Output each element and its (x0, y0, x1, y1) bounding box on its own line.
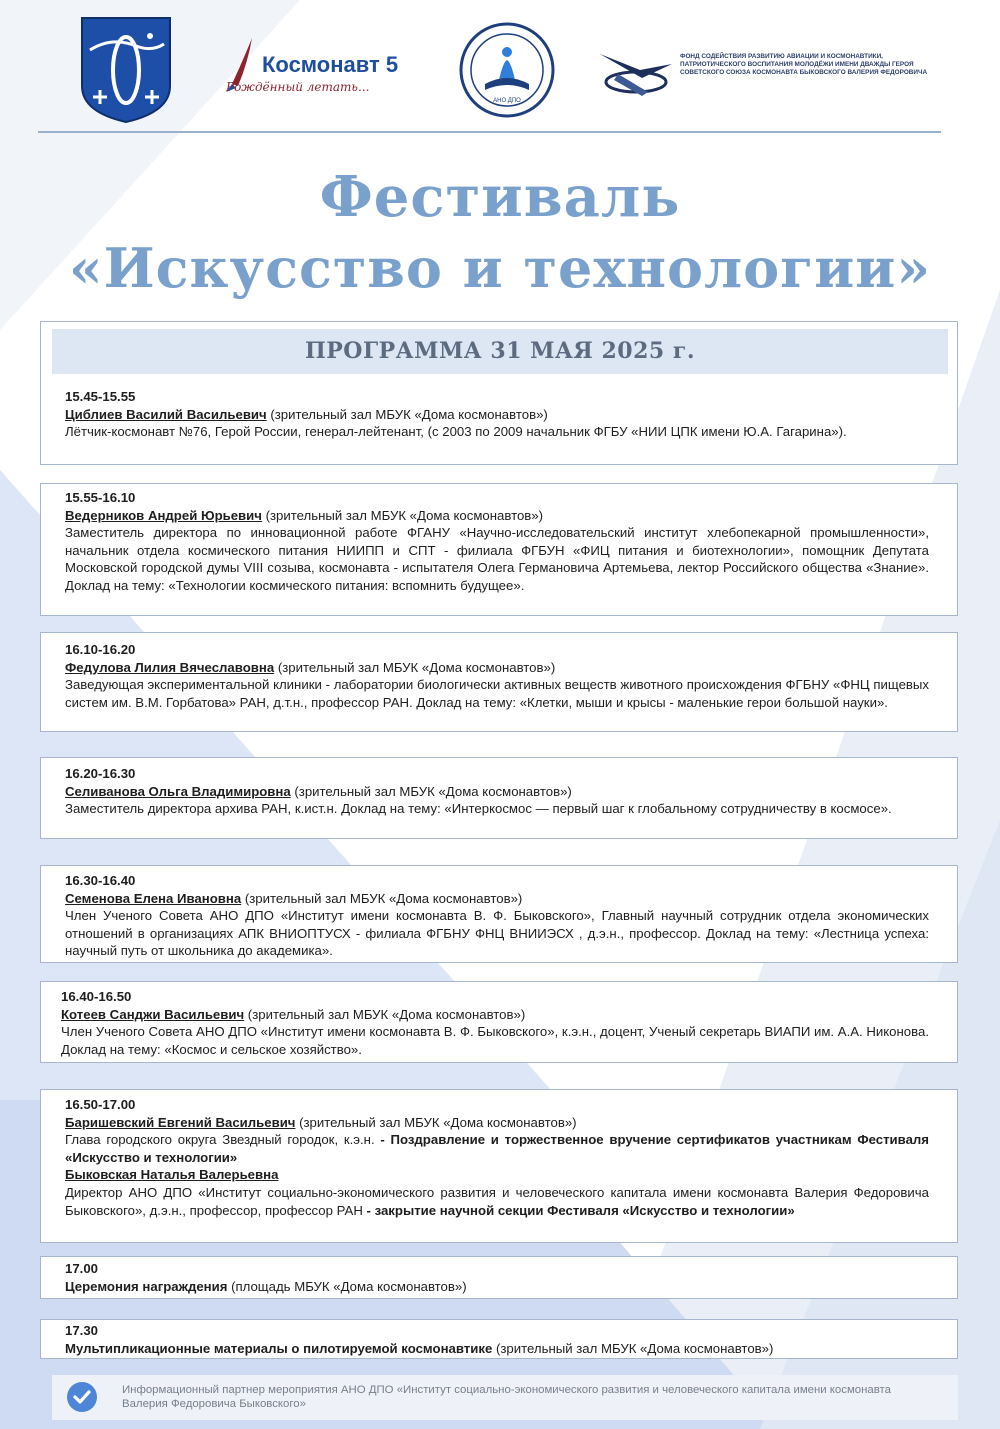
session-6 (61, 988, 929, 1058)
speaker-name: Семенова Елена Ивановна (65, 890, 242, 906)
speaker-name: Котеев Санджи Васильевич (61, 1006, 245, 1022)
session-venue: (зрительный зал МБУК «Дома космонавтов») (266, 406, 548, 422)
session-time: 16.10-16.20 (65, 642, 136, 657)
session-closing (65, 1096, 929, 1219)
speaker-description (65, 1131, 929, 1166)
checkmark-badge-icon (66, 1381, 98, 1413)
kosmonavt-logo-title: Космонавт 5 (262, 52, 399, 77)
session-5 (65, 872, 929, 960)
program-panel-cartoons (40, 1319, 958, 1359)
session-venue: (площадь МБУК «Дома космонавтов») (227, 1278, 467, 1294)
speaker-name-2: Быковская Наталья Валерьевна (65, 1167, 279, 1183)
session-2 (65, 489, 929, 595)
session-venue: (зрительный зал МБУК «Дома космонавтов») (261, 507, 544, 523)
logos-row (0, 0, 1000, 130)
program-panel-session-4 (40, 757, 958, 839)
session-1 (65, 388, 929, 441)
festival-title-line2: «Искусство и технологии» (68, 236, 932, 300)
program-panel-ceremony (40, 1256, 958, 1299)
event-title: Церемония награждения (65, 1278, 228, 1294)
festival-title-line1: Фестиваль (319, 164, 681, 230)
coat-of-arms-icon (80, 16, 172, 124)
program-panel-session-2 (40, 483, 958, 616)
speaker-description: Заместитель директора по инновационной работе ФГАНУ «Научно-исследовательский институт хлебопекарной промышленности», начальник отдела космического питания НИИПП и СПТ - филиала ФГБУН «ФИЦ питания и биотехнологии», помощник Депутата Московской городской думы VIII созыва, космонавта - испытателя Олега Германовича Артемьева, лектор Российского общества «Знание». Доклад на тему: «Технологии космического питания: вспомнить будущее». (65, 525, 929, 593)
header-divider (38, 131, 941, 133)
session-time: 15.45-15.55 (65, 389, 136, 404)
session-time: 16.40-16.50 (61, 989, 132, 1004)
speaker-name: Селиванова Ольга Владимировна (65, 783, 291, 799)
session-4 (65, 765, 929, 818)
session-time: 17.30 (65, 1323, 99, 1338)
session-venue: (зрительный зал МБУК «Дома космонавтов») (241, 890, 523, 906)
program-panel-closing (40, 1089, 958, 1243)
session-time: 16.50-17.00 (65, 1097, 136, 1112)
ano-dpo-logo-icon (459, 22, 555, 118)
kosmonavt-logo-subtitle: Рождённый летать... (226, 80, 370, 94)
program-heading: ПРОГРАММА 31 МАЯ 2025 г. (52, 329, 948, 374)
session-cartoons (65, 1322, 929, 1357)
speaker-name: Федулова Лилия Вячеславовна (65, 659, 275, 675)
speaker-description: Член Ученого Совета АНО ДПО «Институт имени космонавта В. Ф. Быковского», Главный научный сотрудник отдела экономических отношений в организациях АПК ВНИОПТУСХ - филиала ФГБНУ ФНЦ ВНИИЭСХ , д.э.н., профессор. Доклад на тему: «Лестница успеха: научный путь от школьника до академика». (65, 908, 929, 959)
session-time: 16.30-16.40 (65, 873, 136, 888)
fund-logo-text: ФОНД СОДЕЙСТВИЯ РАЗВИТИЮ АВИАЦИИ И КОСМОНАВТИКИ, ПАТРИОТИЧЕСКОГО ВОСПИТАНИЯ МОЛОДЁЖИ ИМЕНИ ДВАЖДЫ ГЕРОЯ СОВЕТСКОГО СОЮЗА КОСМОНАВТА БЫКОВСКОГО ВАЛЕРИЯ ФЕДОРОВИЧА (680, 53, 928, 76)
speaker-description: Заместитель директора архива РАН, к.ист.н. Доклад на тему: «Интеркосмос — первый шаг к глобальному сотрудничеству в космосе». (65, 801, 892, 817)
footer-text: Информационный партнер мероприятия АНО ДПО «Институт социально-экономического развития и человеческого капитала имени космонавта Валерия Федоровича Быковского» (122, 1384, 891, 1410)
program-panel-session-3 (40, 632, 958, 732)
session-venue: (зрительный зал МБУК «Дома космонавтов») (274, 659, 556, 675)
session-venue: (зрительный зал МБУК «Дома космонавтов») (295, 1114, 577, 1130)
session-venue: (зрительный зал МБУК «Дома космонавтов») (290, 783, 572, 799)
speaker-name: Циблиев Василий Васильевич (65, 406, 267, 422)
description-highlight: - закрытие научной секции Фестиваля «Искусство и технологии» (366, 1202, 795, 1218)
description-plain: Директор АНО ДПО «Институт социально-экономического развития и человеческого капитала имени космонавта Валерия Федоровича Быковского», д.э.н., профессор, профессор РАН (65, 1184, 929, 1218)
program-panel-session-6 (40, 981, 958, 1063)
footer-info-partner (52, 1375, 958, 1420)
description-highlight: - Поздравление и торжественное вручение сертификатов участникам Фестиваля «Искусство и технологии» (65, 1132, 929, 1165)
session-venue: (зрительный зал МБУК «Дома космонавтов») (492, 1340, 774, 1356)
fund-rocket-icon (596, 44, 676, 100)
ano-logo-label: АНО ДПО (493, 98, 521, 104)
session-venue: (зрительный зал МБУК «Дома космонавтов») (244, 1006, 526, 1022)
program-panel-session-5 (40, 865, 958, 963)
session-ceremony (65, 1260, 929, 1295)
session-time: 16.20-16.30 (65, 766, 136, 781)
speaker-description: Член Ученого Совета АНО ДПО «Институт имени космонавта В. Ф. Быковского», к.э.н., доцент, Ученый секретарь ВИАПИ им. А.А. Никонова. Доклад на тему: «Космос и сельское хозяйство». (61, 1024, 929, 1057)
session-time: 17.00 (65, 1261, 99, 1276)
session-time: 15.55-16.10 (65, 490, 136, 505)
speaker-description: Лётчик-космонавт №76, Герой России, генерал-лейтенант, (с 2003 по 2009 начальник ФГБУ «НИИ ЦПК имени Ю.А. Гагарина»). (65, 424, 847, 440)
speaker-name: Ведерников Андрей Юрьевич (65, 507, 262, 523)
speaker-description-2 (65, 1184, 929, 1219)
speaker-description: Заведующая экспериментальной клиники - лаборатории биологически активных веществ животного происхождения ФГБНУ «ФНЦ пищевых систем им. В.М. Горбатова» РАН, д.т.н., профессор РАН. Доклад на тему: «Клетки, мыши и крысы - маленькие герои большой науки». (65, 677, 929, 710)
description-plain: Глава городского округа Звездный городок, к.э.н. (65, 1132, 381, 1148)
session-3 (65, 641, 929, 711)
event-title: Мультипликационные материалы о пилотируемой космонавтике (65, 1340, 493, 1356)
speaker-name: Баришевский Евгений Васильевич (65, 1114, 296, 1130)
